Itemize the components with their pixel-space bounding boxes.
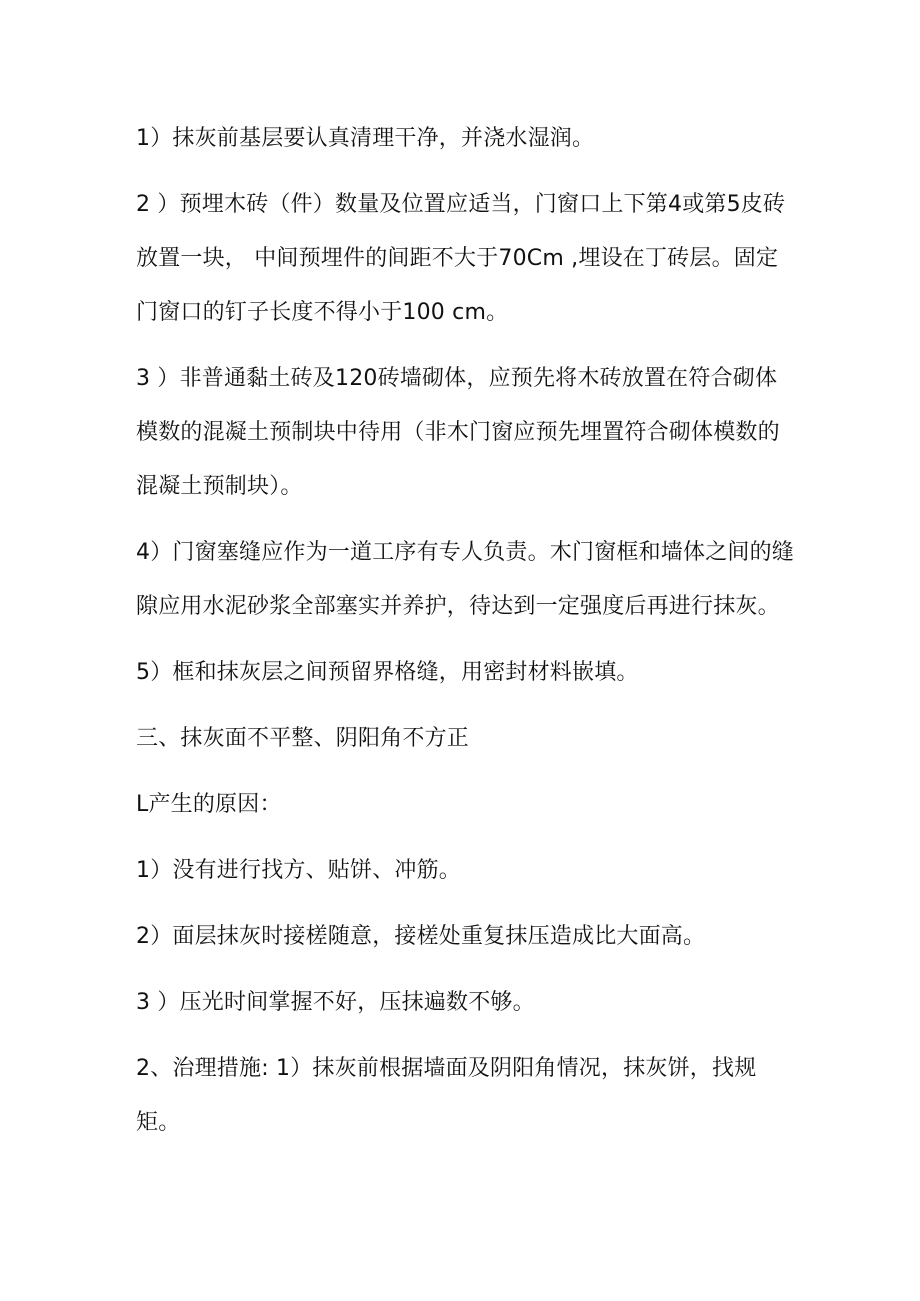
cause-3: 3 ）压光时间掌握不好，压抹遍数不够。	[136, 990, 535, 1015]
paragraph-1: 1）抹灰前基层要认真清理干净，并浇水湿润。	[136, 126, 595, 151]
paragraph-4: 4）门窗塞缝应作为一道工序有专人负责。木门窗框和墙体之间的缝隙应用水泥砂浆全部塞实并养护，待达到一定强度后再进行抹灰。	[136, 540, 794, 619]
document-body	[136, 112, 796, 1150]
subheading-causes: L产生的原因：	[136, 792, 282, 817]
cause-2: 2）面层抹灰时接槎随意，接槎处重复抹压造成比大面高。	[136, 924, 706, 949]
paragraph-3: 3 ）非普通黏土砖及120砖墙砌体，应预先将木砖放置在符合砌体模数的混凝土预制块中待用（非木门窗应预先埋置符合砌体模数的混凝土预制块）。	[136, 366, 780, 499]
measures-1: 2、治理措施: 1）抹灰前根据墙面及阴阳角情况，抹灰饼，找规矩。	[136, 1056, 757, 1135]
cause-1: 1）没有进行找方、贴饼、冲筋。	[136, 858, 461, 883]
section-heading: 三、抹灰面不平整、阴阳角不方正	[136, 726, 470, 751]
paragraph-2: 2 ）预埋木砖（件）数量及位置应适当，门窗口上下第4或第5皮砖放置一块， 中间预埋件的间距不大于70Cm ,埋设在丁砖层。固定门窗口的钉子长度不得小于100 cm。	[136, 192, 786, 325]
paragraph-5: 5）框和抹灰层之间预留界格缝，用密封材料嵌填。	[136, 660, 639, 685]
